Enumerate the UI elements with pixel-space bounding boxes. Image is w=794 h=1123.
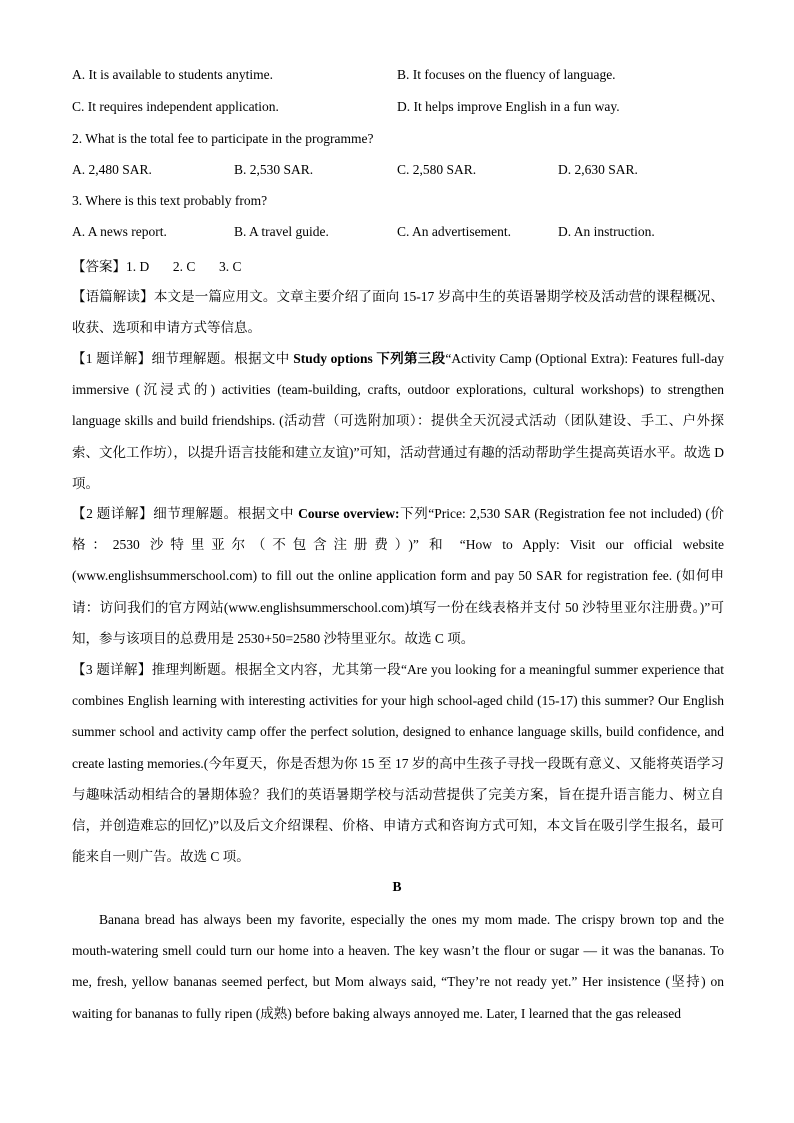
- detail3-tag: 【3 题详解】: [72, 662, 152, 677]
- detail2-bold: Course overview:: [298, 506, 400, 521]
- q1-option-b: B. It focuses on the fluency of language.: [397, 67, 616, 82]
- passage-paragraph: Banana bread has always been my favorite, especially the ones my mom made. The crispy brown top and the mouth-watering smell could turn our home into a heaven. The key wasn’t the flour or sugar — it was the bananas. To me, fresh, yellow bananas seemed perfect, but Mom always said, “They’re not ready yet.” Her insistence (坚持) on waiting for bananas to fully ripen (成熟) before baking always annoyed me. Later, I learned that the gas released: [72, 912, 724, 1021]
- detail2-lead: 细节理解题。根据文中: [153, 506, 299, 521]
- q2-option-d: D. 2,630 SAR.: [558, 162, 638, 177]
- q1-option-d: D. It helps improve English in a fun way.: [397, 99, 620, 114]
- answer-text: 1. D 2. C 3. C: [126, 259, 242, 274]
- q3-question: 3. Where is this text probably from?: [72, 193, 268, 208]
- analysis-tag: 【语篇解读】: [72, 289, 154, 304]
- detail1-lead: 细节理解题。根据文中: [151, 351, 294, 366]
- detail1-paragraph: [72, 343, 724, 499]
- q1-option-c: C. It requires independent application.: [72, 99, 279, 114]
- analysis-text: 本文是一篇应用文。文章主要介绍了面向 15-17 岁高中生的英语暑期学校及活动营的课程概况、收获、选项和申请方式等信息。: [72, 289, 725, 336]
- detail2-text: 下列“Price: 2,530 SAR (Registration fee not included) (价格：2530 沙特里亚尔（不包含注册费）)” 和 “How to Apply: Visit our official website (www.englishsummerschool.com) to fill out the online application form and pay 50 SAR for registration fee. (如何申请：访问我们的官方网站(www.englishsummerschool.com)填写一份在线表格并支付 50 沙特里亚尔注册费。)”可知，参与该项目的总费用是 2530+50=2580 沙特里亚尔。故选 C 项。: [72, 506, 724, 646]
- detail2-paragraph: [72, 498, 724, 654]
- q2-option-b: B. 2,530 SAR.: [234, 162, 314, 177]
- analysis-paragraph: [72, 281, 724, 343]
- q2-question: 2. What is the total fee to participate in the programme?: [72, 131, 374, 146]
- detail1-bold: Study options 下列第三段: [293, 351, 446, 366]
- detail3-text: 推理判断题。根据全文内容，尤其第一段“Are you looking for a meaningful summer experience that combines English learning with interesting activities for your high school-aged child (15-17) this summer? Our English summer school and activity camp offer the perfect solution, designed to enhance language skills, build confidence, and create lasting memories.(今年夏天，你是否想为你 15 至 17 岁的高中生孩子寻找一段既有意义、又能将英语学习与趣味活动相结合的暑期体验？我们的英语暑期学校与活动营提供了完美方案，旨在提升语言能力、树立自信，并创造难忘的回忆)”以及后文介绍课程、价格、申请方式和咨询方式可知，本文旨在吸引学生报名，最可能来自一则广告。故选 C 项。: [72, 662, 724, 865]
- q3-option-d: D. An instruction.: [558, 224, 655, 239]
- answer-tag: 【答案】: [72, 259, 126, 274]
- detail1-text: “Activity Camp (Optional Extra): Features full-day immersive (沉浸式的) activities (team-building, crafts, outdoor explorations, cultural workshops) to strengthen language skills and build friendships. (活动营（可选附加项）：提供全天沉浸式活动（团队建设、手工、户外探索、文化工作坊），以提升语言技能和建立友谊)”可知，活动营通过有趣的活动帮助学生提高英语水平。故选 D 项。: [72, 351, 725, 491]
- q3-option-a: A. A news report.: [72, 224, 167, 239]
- q2-option-c: C. 2,580 SAR.: [397, 162, 477, 177]
- section-heading: B: [392, 879, 402, 894]
- q1-option-a: A. It is available to students anytime.: [72, 67, 273, 82]
- q2-option-a: A. 2,480 SAR.: [72, 162, 152, 177]
- q3-option-b: B. A travel guide.: [234, 224, 329, 239]
- detail2-tag: 【2 题详解】: [72, 506, 154, 521]
- answer-line: [72, 255, 724, 275]
- q3-option-c: C. An advertisement.: [397, 224, 511, 239]
- detail1-tag: 【1 题详解】: [72, 351, 152, 366]
- detail3-paragraph: [72, 654, 724, 872]
